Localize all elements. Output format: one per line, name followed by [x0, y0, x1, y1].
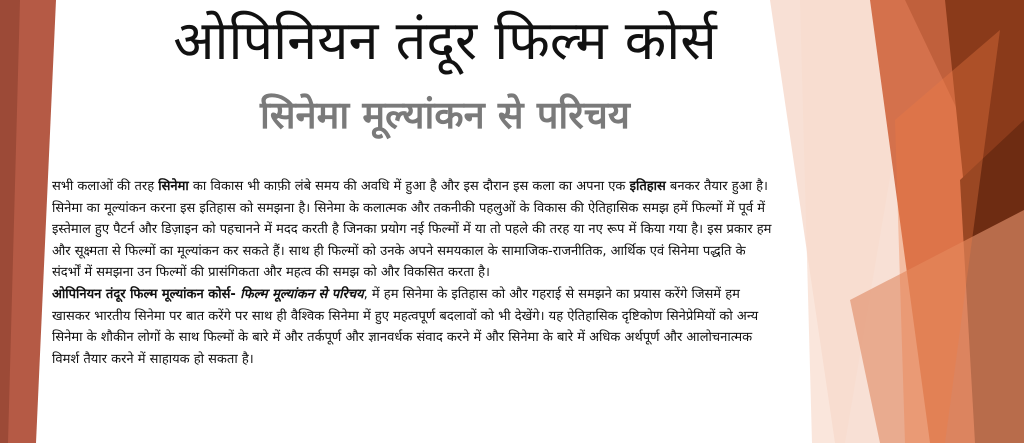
paragraph-course-intro: [52, 284, 774, 370]
body-text: [52, 176, 774, 370]
paragraph1-intro: सभी कलाओं की तरह: [52, 179, 159, 194]
bold-history: इतिहास: [629, 179, 666, 194]
paragraph-cinema-history: [52, 176, 774, 284]
bold-cinema: सिनेमा: [158, 179, 189, 194]
page-title: ओपिनियन तंदूर फिल्म कोर्स: [173, 9, 717, 72]
paragraph1-middle: का विकास भी काफ़ी लंबे समय की अवधि में हुआ है और इस दौरान इस कला का अपना एक: [188, 179, 630, 194]
paragraph1-rest: बनकर तैयार हुआ है। सिनेमा का मूल्यांकन करना इस इतिहास को समझना है। सिनेमा के कलात्मक और तकनीकी पहलुओं के विकास की ऐतिहासिक समझ हमें फिल्मों में पूर्व में इस्तेमाल हुए पैटर्न और डिज़ाइन को पहचानने में मदद करती है जिनका प्रयोग नई फिल्मों में या तो पहले की तरह या नए रूप में किया गया है। इस प्रकार हम और सूक्ष्मता से फिल्मों का मूल्यांकन कर सकते हैं। साथ ही फिल्मों को उनके अपने समयकाल के सामाजिक-राजनीतिक, आर्थिक एवं सिनेमा पद्धति के संदर्भों में समझना उन फिल्मों की प्रासंगिकता और महत्व की समझ को और विकसित करता है।: [52, 179, 772, 281]
page-subtitle: सिनेमा मूल्यांकन से परिचय: [260, 92, 630, 137]
italic-course-subtitle: फिल्म मूल्यांकन से परिचय: [235, 286, 364, 302]
bold-course-name: ओपिनियन तंदूर फिल्म मूल्यांकन कोर्स-: [52, 286, 236, 302]
paragraph2-rest: , में हम सिनेमा के इतिहास को और गहराई से समझने का प्रयास करेंगे जिसमें हम खासकर भारतीय सिनेमा पर बात करेंगे पर साथ ही वैश्विक सिनेमा में हुए महत्वपूर्ण बदलावों को भी देखेंगे। यह ऐतिहासिक दृष्टिकोण सिनेप्रेमियों को अन्य सिनेमा के शौकीन लोगों के साथ फिल्मों के बारे में और तर्कपूर्ण और ज्ञानवर्धक संवाद करने में और सिनेमा के बारे में अधिक अर्थपूर्ण और आलोचनात्मक विमर्श तैयार करने में साहायक हो सकता है।: [52, 286, 759, 367]
